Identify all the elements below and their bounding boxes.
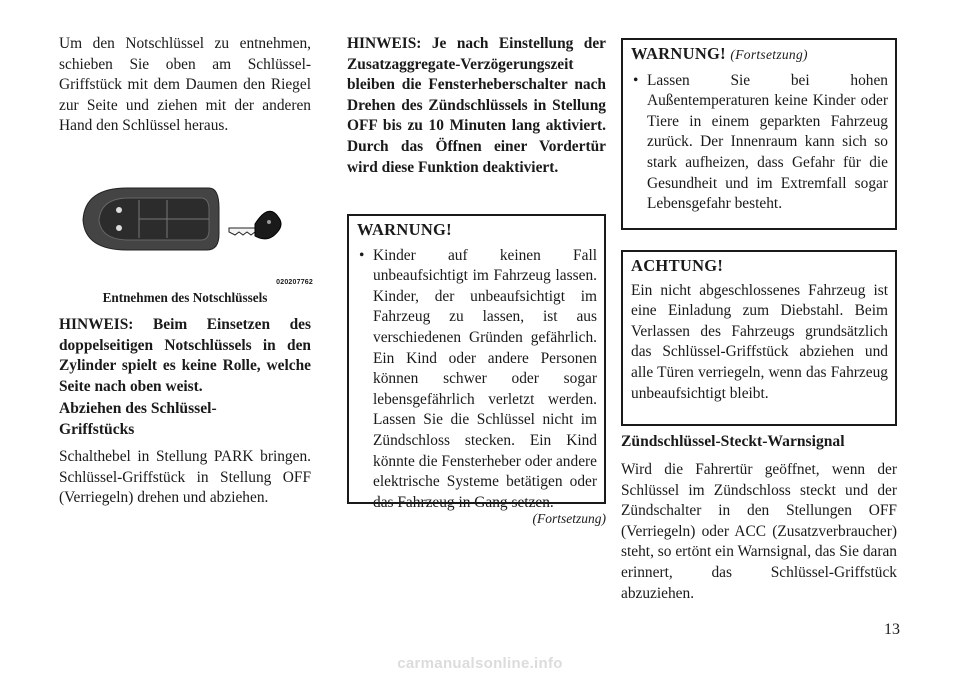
note-paragraph: HINWEIS: Beim Einsetzen des doppelseitigen Notschlüssels in den Zylinder spielt es keine Rolle, welche Seite nach oben weist. (59, 316, 311, 395)
warning-box (347, 214, 606, 511)
watermark: carmanualsonline.info (397, 655, 563, 672)
warning-list-continued (631, 71, 888, 215)
section-heading-ignition-warning: Zündschlüssel-Steckt-Warnsignal (621, 433, 845, 450)
warning-list (357, 246, 597, 514)
section-body-ignition-warning: Wird die Fahrertür geöffnet, wenn der Schlüssel im Zündschloss steckt und der Zündschalter in den Stellungen OFF (Verriegeln) oder ACC (Zusatzverbraucher) steht, so ertönt ein Warnsignal, das Sie daran erinnert, das Schlüssel-Griffstück abzuziehen. (621, 461, 897, 602)
warning-bullet-continued: • Lassen Sie bei hohen Außentemperaturen keine Kinder oder Tiere in einem geparkten Fahrzeug zurück. Der Innenraum kann sich so stark aufheizen, dass Gefahr für die Gesundheit und im Extremfall sogar Lebensgefahr besteht. (631, 71, 888, 215)
warning-title-continued (631, 44, 888, 66)
emergency-key (229, 228, 255, 235)
key-fob-illustration (69, 180, 311, 284)
figure-code: 020207762 (276, 279, 313, 286)
warning-title: WARNUNG! (357, 220, 452, 239)
section-heading-key-removal: Abziehen des Schlüssel-Griffstücks (59, 400, 217, 438)
continued-label: (Fortsetzung) (532, 511, 606, 526)
caution-title: ACHTUNG! (631, 256, 724, 275)
figure-caption: Entnehmen des Notschlüssels (102, 290, 268, 305)
caution-body: Ein nicht abgeschlossenes Fahrzeug ist eine Einladung zum Diebstahl. Beim Verlassen des Fahrzeugs grundsätzlich das Schlüssel-Griffstück abziehen und alle Türen verriegeln, wenn das Fahrzeug unbeaufsichtigt bleibt. (631, 281, 888, 402)
section-body-key-removal: Schalthebel in Stellung PARK bringen. Schlüssel-Griffstück in Stellung OFF (Verriegeln) drehen und abziehen. (59, 448, 311, 507)
warning-title-text: WARNUNG! (631, 44, 726, 63)
caution-box (621, 250, 897, 426)
note-paragraph-window: HINWEIS: Je nach Einstellung der Zusatzaggregate-Verzögerungszeit bleiben die Fensterheberschalter nach Drehen des Zündschlüssels in Stellung OFF bis zu 10 Minuten lang aktiviert. Durch das Öffnen einer Vordertür wird diese Funktion deaktiviert. (347, 35, 606, 176)
warning-bullet: • Kinder auf keinen Fall unbeaufsichtigt im Fahrzeug lassen. Kinder, der unbeaufsichtigt im Fahrzeug zu lassen, ist aus verschiedenen Gründen gefährlich. Ein Kind oder andere Personen können schwer oder sogar lebensgefährlich verletzt werden. Lassen Sie die Schlüssel nicht im Zündschloss stecken. Ein Kind könnte die Fensterheber oder andere elektrische Systeme betätigen oder das Fahrzeug in Gang setzen. (357, 246, 597, 514)
warning-box-continued (621, 38, 897, 230)
page-number: 13 (884, 621, 900, 638)
key-figure (69, 180, 311, 284)
intro-paragraph: Um den Notschlüssel zu entnehmen, schieben Sie oben am Schlüssel-Griffstück mit dem Daumen den Riegel zur Seite und ziehen mit der anderen Hand den Schlüssel heraus. (59, 35, 311, 135)
warning-subtitle: (Fortsetzung) (730, 47, 808, 62)
